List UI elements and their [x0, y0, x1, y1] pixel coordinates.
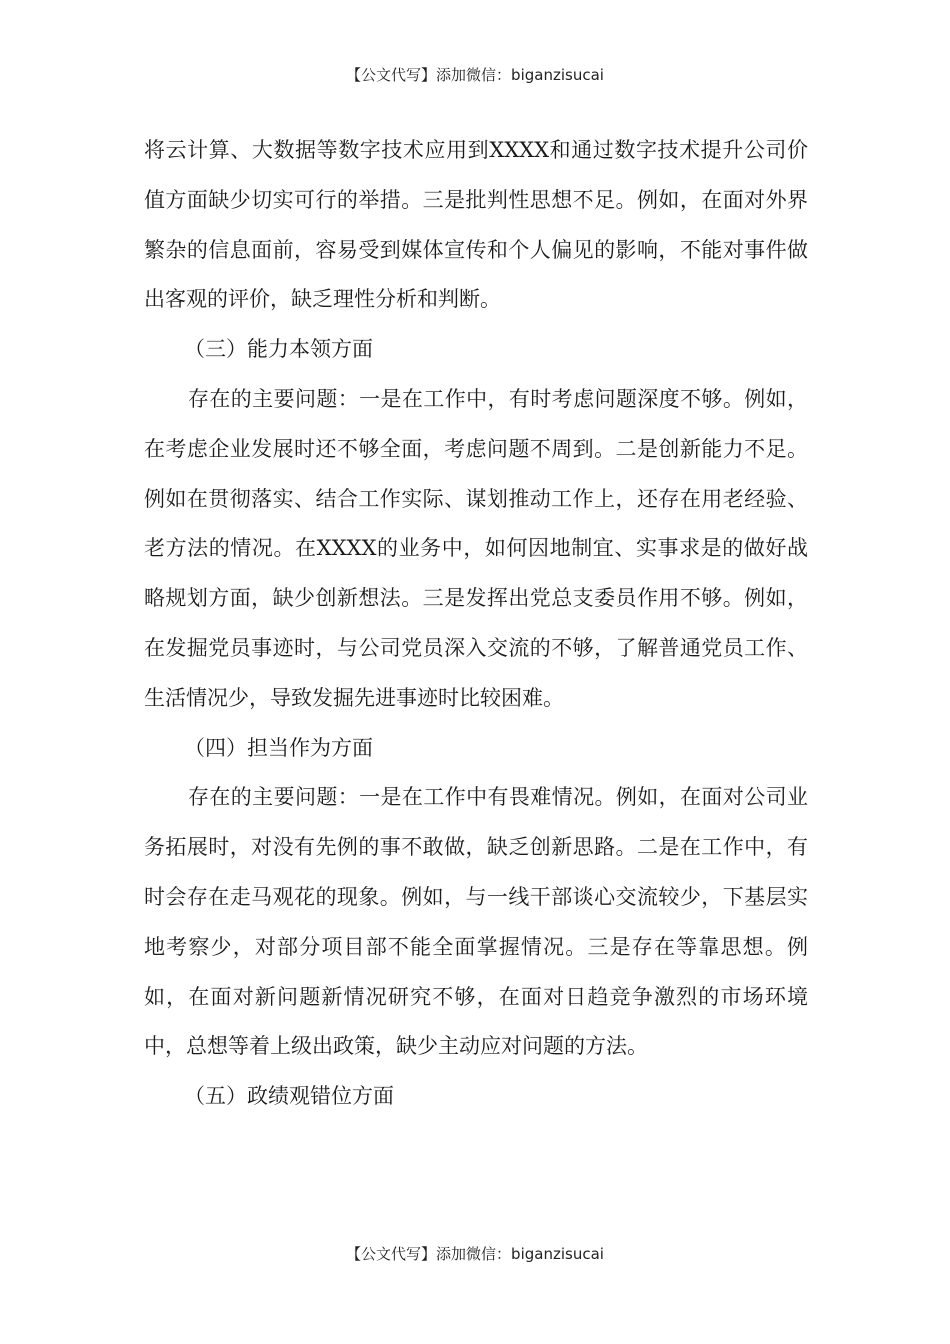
- section-heading-5: （五）政绩观错位方面: [184, 1084, 394, 1109]
- page-header: 【公文代写】添加微信：biganzisucai: [346, 66, 604, 84]
- section-heading-3: （三）能力本领方面: [184, 337, 373, 362]
- paragraph-continued: 将云计算、大数据等数字技术应用到XXXX和通过数字技术提升公司价值方面缺少切实可行的举措。三是批判性思想不足。例如，在面对外界繁杂的信息面前，容易受到媒体宣传和个人偏见的影响，不能对事件做出客观的评价，缺乏理性分析和判断。: [144, 138, 808, 312]
- document-body: [144, 126, 808, 1122]
- page-footer: 【公文代写】添加微信：biganzisucai: [346, 1245, 604, 1263]
- section-heading-4: （四）担当作为方面: [184, 735, 373, 760]
- paragraph-responsibility: 存在的主要问题：一是在工作中有畏难情况。例如，在面对公司业务拓展时，对没有先例的事不敢做，缺乏创新思路。二是在工作中，有时会存在走马观花的现象。例如，与一线干部谈心交流较少，下基层实地考察少，对部分项目部不能全面掌握情况。三是存在等靠思想。例如，在面对新问题新情况研究不够，在面对日趋竞争激烈的市场环境中，总想等着上级出政策，缺少主动应对问题的方法。: [144, 785, 808, 1059]
- paragraph-ability: 存在的主要问题：一是在工作中，有时考虑问题深度不够。例如，在考虑企业发展时还不够全面，考虑问题不周到。二是创新能力不足。例如在贯彻落实、结合工作实际、谋划推动工作上，还存在用老经验、老方法的情况。在XXXX的业务中，如何因地制宜、实事求是的做好战略规划方面，缺少创新想法。三是发挥出党总支委员作用不够。例如，在发掘党员事迹时，与公司党员深入交流的不够，了解普通党员工作、生活情况少，导致发掘先进事迹时比较困难。: [144, 386, 808, 710]
